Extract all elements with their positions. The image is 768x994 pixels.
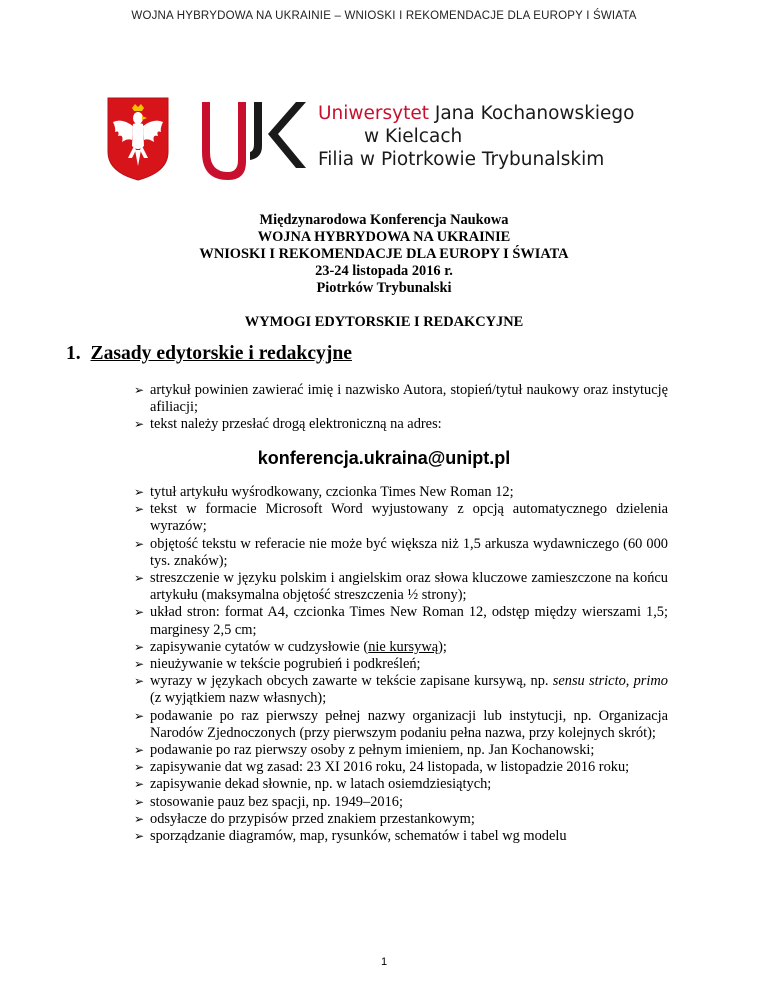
university-logo [106, 96, 666, 184]
list-item [134, 742, 668, 759]
arrow-bullet-icon: ➢ [134, 743, 145, 758]
bullet-list-rules [134, 484, 668, 845]
conference-title-block [0, 212, 768, 297]
list-item-text: podawanie po raz pierwszy pełnej nazwy organizacji lub instytucji, np. Organizacja Narodów Zjednoczonych (przy pierwszym podaniu pełna nazwa, przy kolejnych skrót); [150, 707, 668, 741]
page-number: 1 [380, 956, 388, 968]
arrow-bullet-icon: ➢ [134, 605, 145, 620]
list-item-text: wyrazy w językach obcych zawarte w tekście zapisane kursywą, np. [150, 673, 553, 690]
list-item [134, 759, 668, 776]
list-item-text: stosowanie pauz bez spacji, np. 1949–2016; [150, 793, 403, 810]
arrow-bullet-icon: ➢ [134, 794, 145, 809]
list-item [134, 382, 668, 416]
list-item [134, 416, 668, 433]
list-item-text: streszczenie w języku polskim i angielskim oraz słowa kluczowe zamieszczone na końcu artykułu (maksymalna objętość streszczenia ½ strony); [150, 570, 668, 604]
conference-title: WOJNA HYBRYDOWA NA UKRAINIE [257, 229, 511, 245]
arrow-bullet-icon: ➢ [134, 829, 145, 844]
section-title: Zasady edytorskie i redakcyjne [90, 343, 352, 364]
bullet-list-intro [134, 382, 668, 434]
university-name [318, 102, 635, 171]
list-item [134, 536, 668, 570]
arrow-bullet-icon: ➢ [134, 811, 145, 826]
list-item-text: tekst należy przesłać drogą elektroniczną na adres: [150, 416, 442, 433]
list-item-text: tekst w formacie Microsoft Word wyjustowany z opcją automatycznego dzielenia wyrazów; [150, 501, 668, 535]
list-item [134, 656, 668, 673]
italic-text: sensu stricto [552, 673, 626, 690]
list-item-text: odsyłacze do przypisów przed znakiem przestankowym; [150, 810, 475, 827]
conference-subtitle: WNIOSKI I REKOMENDACJE DLA EUROPY I ŚWIATA [199, 246, 569, 262]
list-item [134, 776, 668, 793]
list-item [134, 604, 668, 638]
arrow-bullet-icon: ➢ [134, 536, 145, 551]
arrow-bullet-icon: ➢ [134, 674, 145, 689]
contact-email[interactable]: konferencja.ukraina@unipt.pl [257, 448, 511, 468]
list-item-text: nieużywanie w tekście pogrubień i podkreśleń; [150, 656, 421, 673]
list-item [134, 639, 668, 656]
arrow-bullet-icon: ➢ [134, 383, 145, 397]
list-item [134, 673, 668, 707]
section-number: 1. [66, 343, 81, 364]
conference-type: Międzynarodowa Konferencja Naukowa [259, 212, 509, 228]
arrow-bullet-icon: ➢ [134, 760, 145, 775]
list-item [134, 484, 668, 501]
ujk-monogram-icon [198, 96, 308, 184]
list-item-text: zapisywanie dat wg zasad: 23 XI 2016 roku, 24 listopada, w listopadzie 2016 roku; [150, 759, 630, 776]
conference-dates: 23-24 listopada 2016 r. [315, 263, 453, 279]
arrow-bullet-icon: ➢ [134, 639, 145, 654]
list-item-text: , [625, 673, 634, 690]
list-item [134, 708, 668, 742]
italic-text: primo [633, 673, 668, 690]
university-name-line2: w Kielcach [364, 126, 463, 147]
requirements-heading: WYMOGI EDYTORSKIE I REDAKCYJNE [244, 314, 524, 330]
list-item-text: artykuł powinien zawierać imię i nazwisko Autora, stopień/tytuł naukowy oraz instytucję afiliacji; [150, 382, 668, 416]
running-header: WOJNA HYBRYDOWA NA UKRAINIE – WNIOSKI I REKOMENDACJE DLA EUROPY I ŚWIATA [131, 10, 637, 22]
section-heading [66, 343, 352, 365]
list-item-text: (z wyjątkiem nazw własnych); [150, 690, 327, 707]
arrow-bullet-icon: ➢ [134, 708, 145, 723]
list-item [134, 794, 668, 811]
list-item-text: podawanie po raz pierwszy osoby z pełnym imieniem, np. Jan Kochanowski; [150, 742, 595, 759]
list-item-text: objętość tekstu w referacie nie może być większa niż 1,5 arkusza wydawniczego (60 000 tys. znaków); [150, 535, 668, 569]
arrow-bullet-icon: ➢ [134, 417, 145, 432]
university-name-line3: Filia w Piotrkowie Trybunalskim [318, 149, 605, 170]
arrow-bullet-icon: ➢ [134, 571, 145, 586]
list-item-text: układ stron: format A4, czcionka Times New Roman 12, odstęp między wierszami 1,5; marginesy 2,5 cm; [150, 604, 668, 638]
university-name-line1: Uniwersytet Jana Kochanowskiego [318, 103, 635, 124]
list-item [134, 828, 668, 845]
list-item [134, 570, 668, 604]
list-item-text: zapisywanie cytatów w cudzysłowie ( [150, 638, 369, 655]
polish-eagle-emblem-icon [106, 96, 170, 182]
list-item-text: ); [438, 638, 447, 655]
list-item-text: sporządzanie diagramów, map, rysunków, schematów i tabel wg modelu [150, 828, 567, 845]
list-item-text: zapisywanie dekad słownie, np. w latach osiemdziesiątych; [150, 776, 492, 793]
arrow-bullet-icon: ➢ [134, 777, 145, 792]
list-item [134, 811, 668, 828]
underlined-text: nie kursywą [368, 638, 439, 655]
arrow-bullet-icon: ➢ [134, 657, 145, 672]
arrow-bullet-icon: ➢ [134, 485, 145, 499]
conference-location: Piotrków Trybunalski [316, 280, 452, 296]
arrow-bullet-icon: ➢ [134, 502, 145, 517]
list-item-text: tytuł artykułu wyśrodkowany, czcionka Times New Roman 12; [150, 484, 514, 500]
list-item [134, 501, 668, 535]
